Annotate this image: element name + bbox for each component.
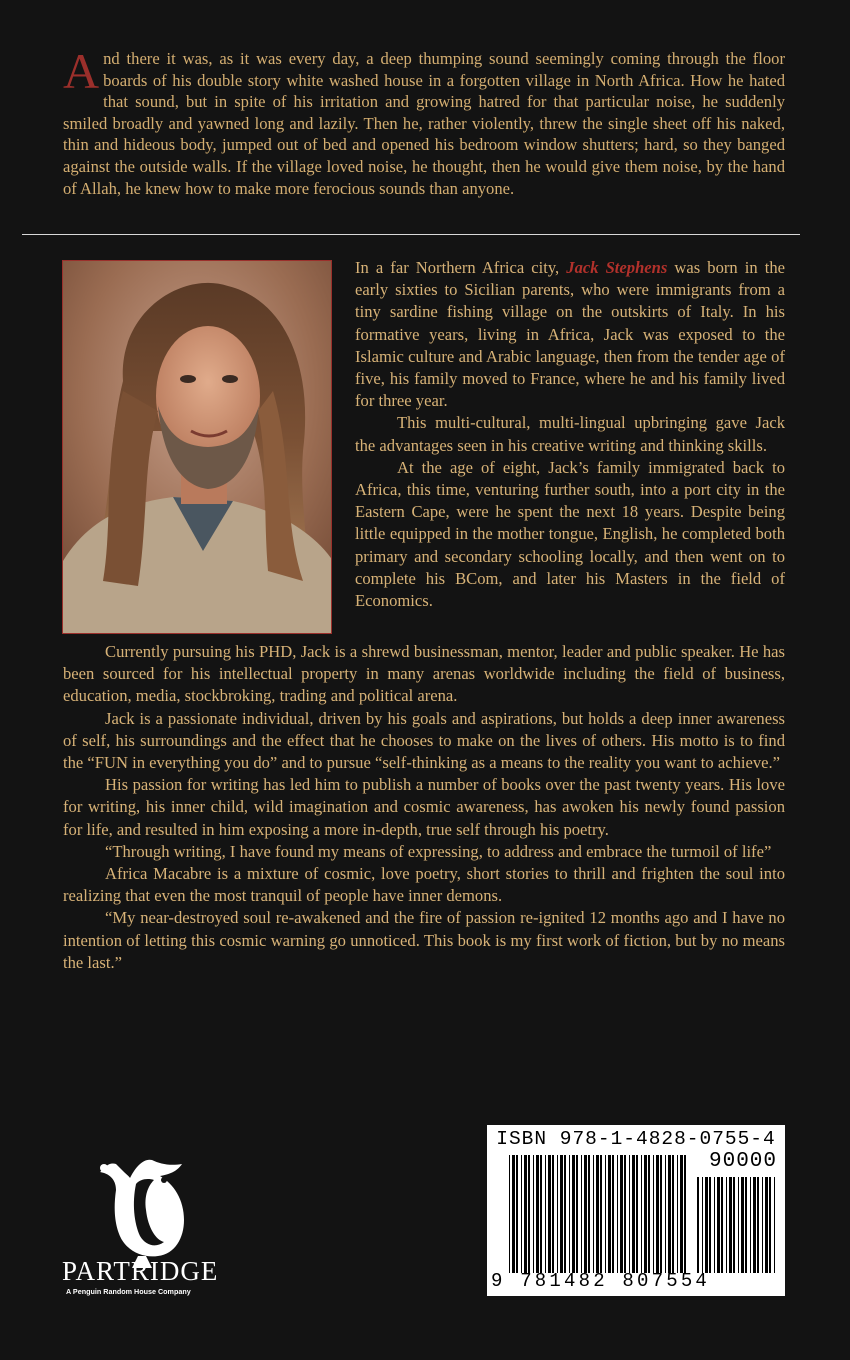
publisher-tagline: A Penguin Random House Company xyxy=(66,1287,191,1296)
bio-paragraph-4: Currently pursuing his PHD, Jack is a shrewd businessman, mentor, leader and public speaker. He has been sourced for his intellectual property in many arenas worldwide including the field of business, education, media, stockbroking, trading and political arena. xyxy=(63,642,785,706)
drop-cap: A xyxy=(63,43,100,99)
bio-paragraph-9: “My near-destroyed soul re-awakened and the fire of passion re-ignited 12 months ago and I have no intention of letting this cosmic warning go unnoticed. This book is my first work of fiction, but by no means the last.” xyxy=(63,908,785,972)
bio-paragraph-5: Jack is a passionate individual, driven by his goals and aspirations, but holds a deep inner awareness of self, his surroundings and the effect that he chooses to make on the lives of others. His motto is to find the “FUN in everything you do” and to pursue “self-thinking as a means to the reality you want to achieve.” xyxy=(63,708,785,773)
author-photo xyxy=(62,260,332,634)
ean-digits: 9 781482 807554 xyxy=(491,1270,711,1292)
author-bio-bottom xyxy=(63,641,785,974)
bio-paragraph-7: “Through writing, I have found my means of expressing, to address and embrace the turmoil of life” xyxy=(105,841,772,861)
bio-paragraph-3: At the age of eight, Jack’s family immigrated back to Africa, this time, venturing further south, into a port city in the Eastern Cape, were he spent the next 18 years. Despite being little equipped in the mother tongue, English, he completed both primary and secondary schooling locally, and then went on to complete his BCom, and later his Masters in the field of Economics. xyxy=(355,457,785,611)
isbn-label: ISBN 978-1-4828-0755-4 xyxy=(496,1128,776,1150)
bio-paragraph-1: In a far Northern Africa city, Jack Stephens was born in the early sixties to Sicilian parents, who were immigrants from a tiny sardine fishing village on the outskirts of Italy. In his formative years, living in Africa, Jack was exposed to the Islamic culture and Arabic language, then from the tender age of five, his family moved to France, where he and his family lived for three year. xyxy=(355,258,786,411)
isbn-barcode xyxy=(487,1125,785,1296)
author-bio-top xyxy=(355,257,785,612)
price-code: 90000 xyxy=(708,1150,777,1173)
book-excerpt xyxy=(63,43,785,199)
excerpt-text: nd there it was, as it was every day, a deep thumping sound seemingly coming through the floor boards of his double story white washed house in a forgotten village in North Africa. How he hated that sound, but in spite of his irritation and growing hatred for that particular noise, he suddenly smiled broadly and yawned long and lazily. Then he, rather violently, threw the single sheet off his naked, thin and hideous body, jumped out of bed and opened his bedroom window shutters; hard, so they banged against the outside walls. If the village loved noise, he thought, then he would give them noise, by the hand of Allah, he knew how to make more ferocious sounds than anyone. xyxy=(63,49,785,198)
publisher-logo-wordmark: PARTRIDGE xyxy=(62,1256,219,1286)
bio-paragraph-8: Africa Macabre is a mixture of cosmic, love poetry, short stories to thrill and frighten the soul into realizing that even the most tranquil of people have inner demons. xyxy=(63,864,785,906)
bio-paragraph-6: His passion for writing has led him to publish a number of books over the past twenty years. His love for writing, his inner child, wild imagination and cosmic awareness, has awoken his newly found passion for life, and resulted in him exposing a more in-depth, true self through his poetry. xyxy=(63,775,785,839)
bio-paragraph-2: This multi-cultural, multi-lingual upbringing gave Jack the advantages seen in his creative writing and thinking skills. xyxy=(355,413,785,455)
author-name: Jack Stephens xyxy=(566,258,668,277)
section-divider xyxy=(22,234,800,235)
author-portrait-image xyxy=(63,261,332,634)
